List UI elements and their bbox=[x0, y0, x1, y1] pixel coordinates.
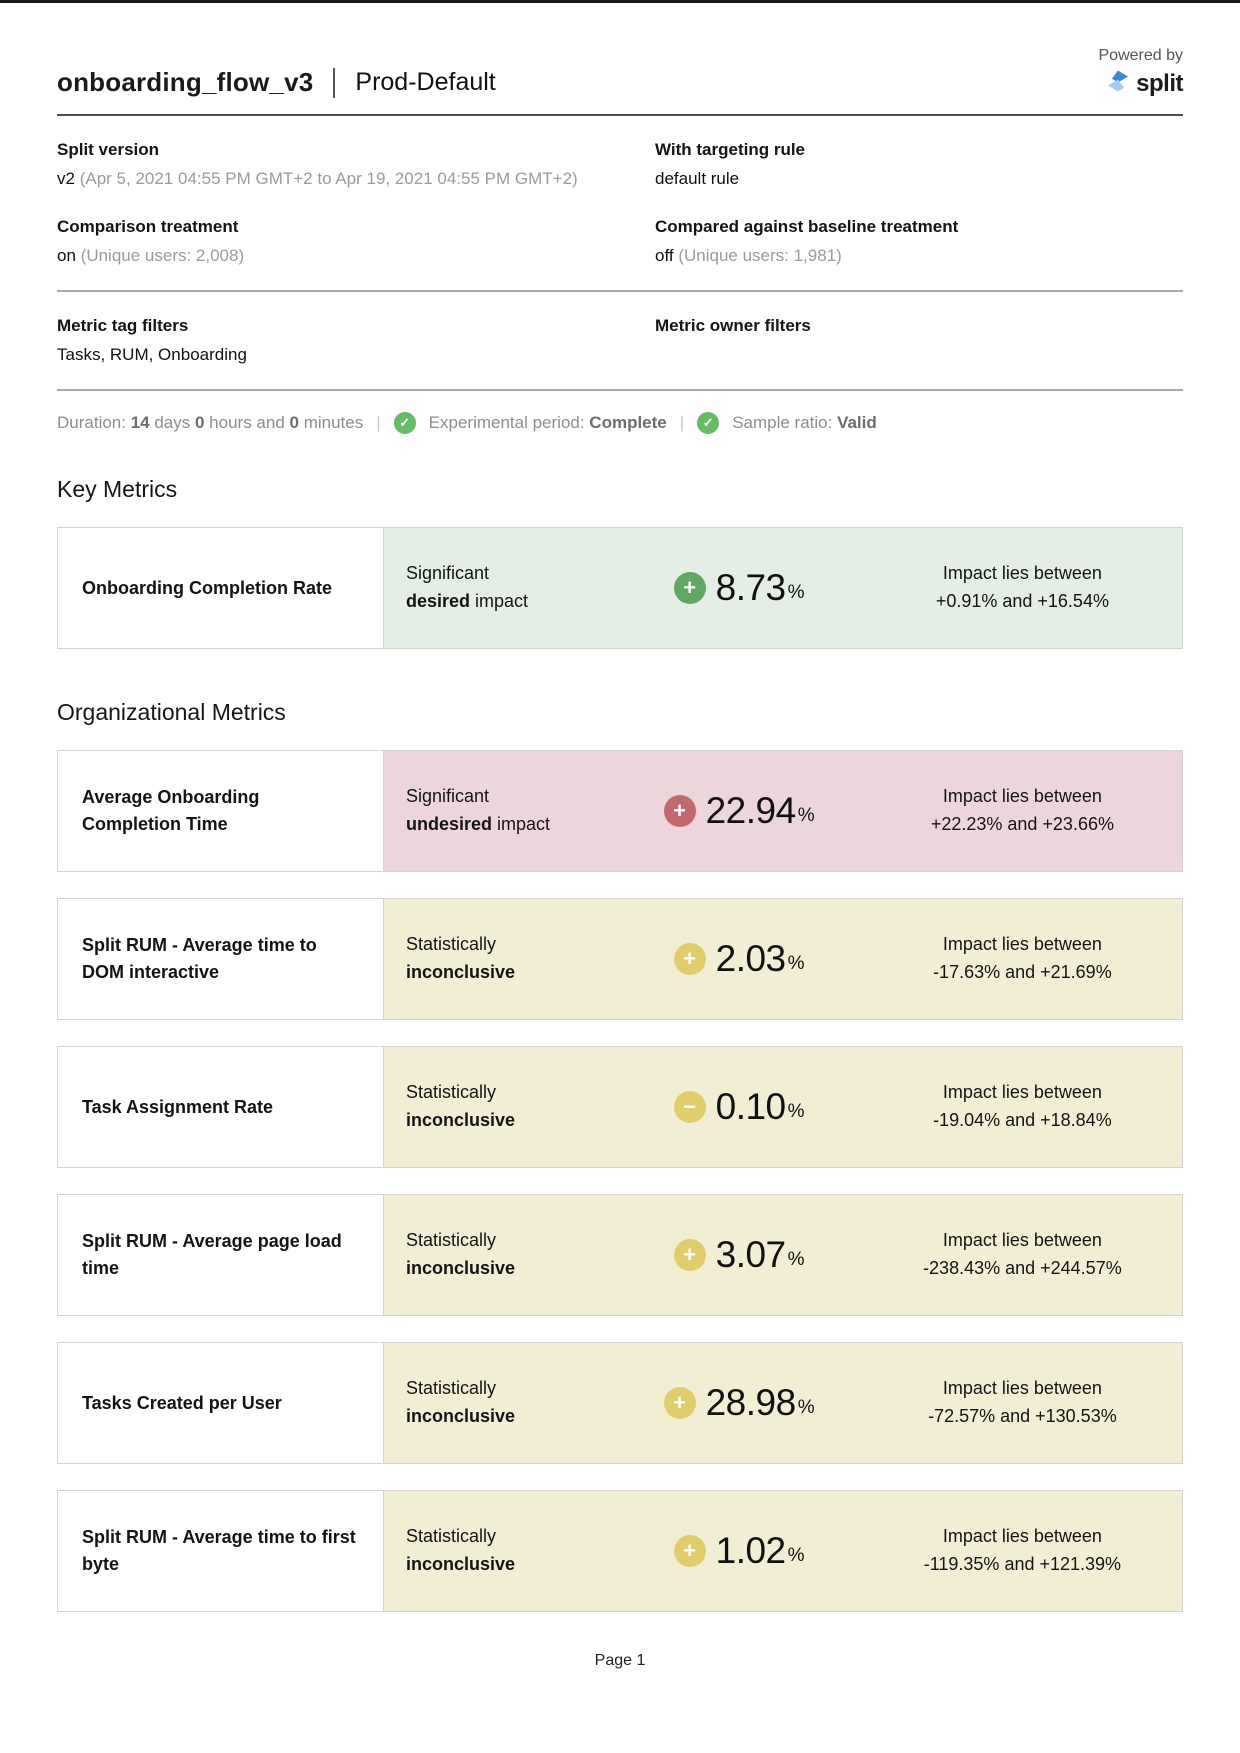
meta-value-strong: on bbox=[57, 246, 76, 265]
metric-title: Task Assignment Rate bbox=[82, 1096, 274, 1117]
meta-label: Comparison treatment bbox=[57, 217, 239, 236]
metric-impact bbox=[863, 1523, 1182, 1579]
meta-value-strong: v2 bbox=[57, 169, 75, 188]
meta-grid bbox=[57, 116, 1183, 290]
metric-title-cell bbox=[58, 1491, 384, 1611]
impact-line-1: Impact lies between bbox=[942, 786, 1102, 807]
metric-title: Split RUM - Average time to DOM interactive bbox=[82, 935, 317, 982]
impact-unit: % bbox=[787, 582, 805, 603]
org-metrics-heading: Organizational Metrics bbox=[57, 699, 286, 725]
impact-line-2: -19.04% and +18.84% bbox=[933, 1110, 1112, 1130]
metric-result-area bbox=[384, 1491, 1182, 1611]
metric-card bbox=[57, 898, 1183, 1020]
status-line-2: inconclusive bbox=[406, 962, 516, 982]
meta-field-comparison-treatment bbox=[57, 217, 655, 266]
separator: | bbox=[376, 413, 381, 432]
brand-row bbox=[1106, 69, 1183, 98]
impact-unit: % bbox=[797, 1397, 815, 1418]
metric-title: Split RUM - Average page load time bbox=[82, 1231, 342, 1278]
metric-value bbox=[615, 1086, 862, 1128]
meta-value-muted: (Unique users: 2,008) bbox=[80, 246, 245, 265]
metric-title-cell bbox=[58, 1047, 384, 1167]
environment-name: Prod-Default bbox=[355, 68, 496, 96]
impact-line-1: Impact lies between bbox=[942, 563, 1102, 584]
metric-title-cell bbox=[58, 751, 384, 871]
impact-line-2: +22.23% and +23.66% bbox=[930, 814, 1114, 834]
split-name: onboarding_flow_v3 bbox=[57, 67, 314, 97]
metric-status bbox=[384, 783, 615, 839]
metric-title-cell bbox=[58, 528, 384, 648]
metric-card bbox=[57, 750, 1183, 872]
impact-line-2: +0.91% and +16.54% bbox=[935, 591, 1109, 611]
impact-unit: % bbox=[787, 953, 805, 974]
metric-impact bbox=[863, 1227, 1182, 1283]
meta-value-muted: (Unique users: 1,981) bbox=[678, 246, 842, 265]
metric-impact bbox=[863, 560, 1182, 616]
impact-number: 2.03 bbox=[715, 938, 786, 979]
metric-card bbox=[57, 1194, 1183, 1316]
plus-icon: + bbox=[674, 943, 706, 975]
status-line-1: Statistically bbox=[406, 1526, 497, 1547]
meta-field-baseline-treatment bbox=[655, 217, 1183, 266]
title-row bbox=[57, 67, 496, 98]
metric-result-area bbox=[384, 899, 1182, 1019]
check-icon: ✓ bbox=[394, 412, 416, 434]
status-line-1: Significant bbox=[406, 563, 490, 584]
metric-card bbox=[57, 1342, 1183, 1464]
impact-line-1: Impact lies between bbox=[942, 934, 1102, 955]
metric-result-area bbox=[384, 1343, 1182, 1463]
status-line-1: Statistically bbox=[406, 1378, 497, 1399]
status-line-2: inconclusive bbox=[406, 1406, 516, 1426]
status-line-2: desired impact bbox=[406, 591, 529, 611]
status-line-2: inconclusive bbox=[406, 1554, 516, 1574]
metric-value bbox=[615, 938, 862, 980]
metric-title-cell bbox=[58, 899, 384, 1019]
metric-title: Average Onboarding Completion Time bbox=[82, 787, 260, 834]
metric-title: Split RUM - Average time to first byte bbox=[82, 1527, 356, 1574]
metric-title: Onboarding Completion Rate bbox=[82, 577, 332, 598]
impact-unit: % bbox=[787, 1249, 805, 1270]
meta-field-split-version bbox=[57, 140, 655, 189]
impact-number: 28.98 bbox=[705, 1382, 796, 1423]
status-line-2: undesired impact bbox=[406, 814, 551, 834]
metric-value bbox=[615, 790, 862, 832]
impact-line-1: Impact lies between bbox=[942, 1526, 1102, 1547]
meta-value-strong: off bbox=[655, 246, 674, 265]
impact-number: 1.02 bbox=[715, 1530, 786, 1571]
duration-text: Duration: 14 days 0 hours and 0 minutes bbox=[57, 413, 364, 432]
metric-value bbox=[615, 567, 862, 609]
plus-icon: + bbox=[674, 572, 706, 604]
status-line-1: Significant bbox=[406, 786, 490, 807]
minus-icon: − bbox=[674, 1091, 706, 1123]
experimental-period-text: Experimental period: Complete bbox=[428, 413, 667, 432]
metric-status bbox=[384, 1079, 615, 1135]
powered-by-label: Powered by bbox=[1098, 47, 1183, 64]
meta-label: With targeting rule bbox=[655, 140, 806, 159]
meta-label: Compared against baseline treatment bbox=[655, 217, 959, 236]
meta-value-muted: (Apr 5, 2021 04:55 PM GMT+2 to Apr 19, 2021 04:55 PM GMT+2) bbox=[79, 169, 578, 188]
metric-impact bbox=[863, 1375, 1182, 1431]
meta-label: Split version bbox=[57, 140, 160, 159]
metric-impact bbox=[863, 931, 1182, 987]
split-logo-icon bbox=[1106, 69, 1130, 98]
plus-icon: + bbox=[664, 1387, 696, 1419]
impact-line-1: Impact lies between bbox=[942, 1230, 1102, 1251]
metric-title: Tasks Created per User bbox=[82, 1392, 282, 1413]
plus-icon: + bbox=[674, 1535, 706, 1567]
impact-line-2: -72.57% and +130.53% bbox=[928, 1406, 1117, 1426]
meta-label: Metric tag filters bbox=[57, 316, 189, 335]
status-line-1: Statistically bbox=[406, 1230, 497, 1251]
metric-title-cell bbox=[58, 1343, 384, 1463]
meta-field-tag-filters bbox=[57, 316, 655, 365]
impact-unit: % bbox=[787, 1101, 805, 1122]
status-line-2: inconclusive bbox=[406, 1258, 516, 1278]
impact-line-2: -17.63% and +21.69% bbox=[933, 962, 1112, 982]
meta-field-targeting-rule bbox=[655, 140, 1183, 189]
status-line-2: inconclusive bbox=[406, 1110, 516, 1130]
metric-status bbox=[384, 931, 615, 987]
plus-icon: + bbox=[664, 795, 696, 827]
metric-value bbox=[615, 1530, 862, 1572]
impact-unit: % bbox=[797, 805, 815, 826]
metric-impact bbox=[863, 783, 1182, 839]
metric-value bbox=[615, 1234, 862, 1276]
metric-title-cell bbox=[58, 1195, 384, 1315]
metric-result-area bbox=[384, 751, 1182, 871]
brand-name: split bbox=[1136, 69, 1183, 97]
metric-card bbox=[57, 1046, 1183, 1168]
meta-label: Metric owner filters bbox=[655, 316, 811, 335]
meta-field-owner-filters bbox=[655, 316, 1183, 365]
brand-block bbox=[1099, 47, 1184, 98]
sample-ratio-text: Sample ratio: Valid bbox=[732, 413, 877, 432]
impact-number: 0.10 bbox=[715, 1086, 786, 1127]
metric-impact bbox=[863, 1079, 1182, 1135]
check-icon: ✓ bbox=[697, 412, 719, 434]
title-separator bbox=[333, 68, 335, 98]
meta-value-strong: Tasks, RUM, Onboarding bbox=[57, 345, 247, 364]
experiment-status-bar bbox=[57, 391, 1183, 434]
metric-card bbox=[57, 527, 1183, 649]
report-header bbox=[57, 3, 1183, 116]
metric-card bbox=[57, 1490, 1183, 1612]
impact-line-2: -119.35% and +121.39% bbox=[923, 1554, 1122, 1574]
metric-result-area bbox=[384, 1047, 1182, 1167]
impact-line-1: Impact lies between bbox=[942, 1378, 1102, 1399]
status-line-1: Statistically bbox=[406, 1082, 497, 1103]
impact-unit: % bbox=[787, 1545, 805, 1566]
impact-line-1: Impact lies between bbox=[942, 1082, 1102, 1103]
separator: | bbox=[679, 413, 685, 432]
meta-value-strong: default rule bbox=[655, 169, 740, 188]
metric-result-area bbox=[384, 1195, 1182, 1315]
page-number: Page 1 bbox=[594, 1652, 646, 1669]
impact-number: 3.07 bbox=[715, 1234, 786, 1275]
metric-value bbox=[615, 1382, 862, 1424]
metric-status bbox=[384, 1227, 615, 1283]
metric-result-area bbox=[384, 528, 1182, 648]
impact-number: 22.94 bbox=[705, 790, 796, 831]
impact-number: 8.73 bbox=[715, 567, 786, 608]
impact-line-2: -238.43% and +244.57% bbox=[923, 1258, 1122, 1278]
key-metrics-heading: Key Metrics bbox=[57, 476, 178, 502]
status-line-1: Statistically bbox=[406, 934, 497, 955]
metric-status bbox=[384, 1375, 615, 1431]
metric-status bbox=[384, 1523, 615, 1579]
plus-icon: + bbox=[674, 1239, 706, 1271]
metric-status bbox=[384, 560, 615, 616]
filters-grid bbox=[57, 292, 1183, 389]
